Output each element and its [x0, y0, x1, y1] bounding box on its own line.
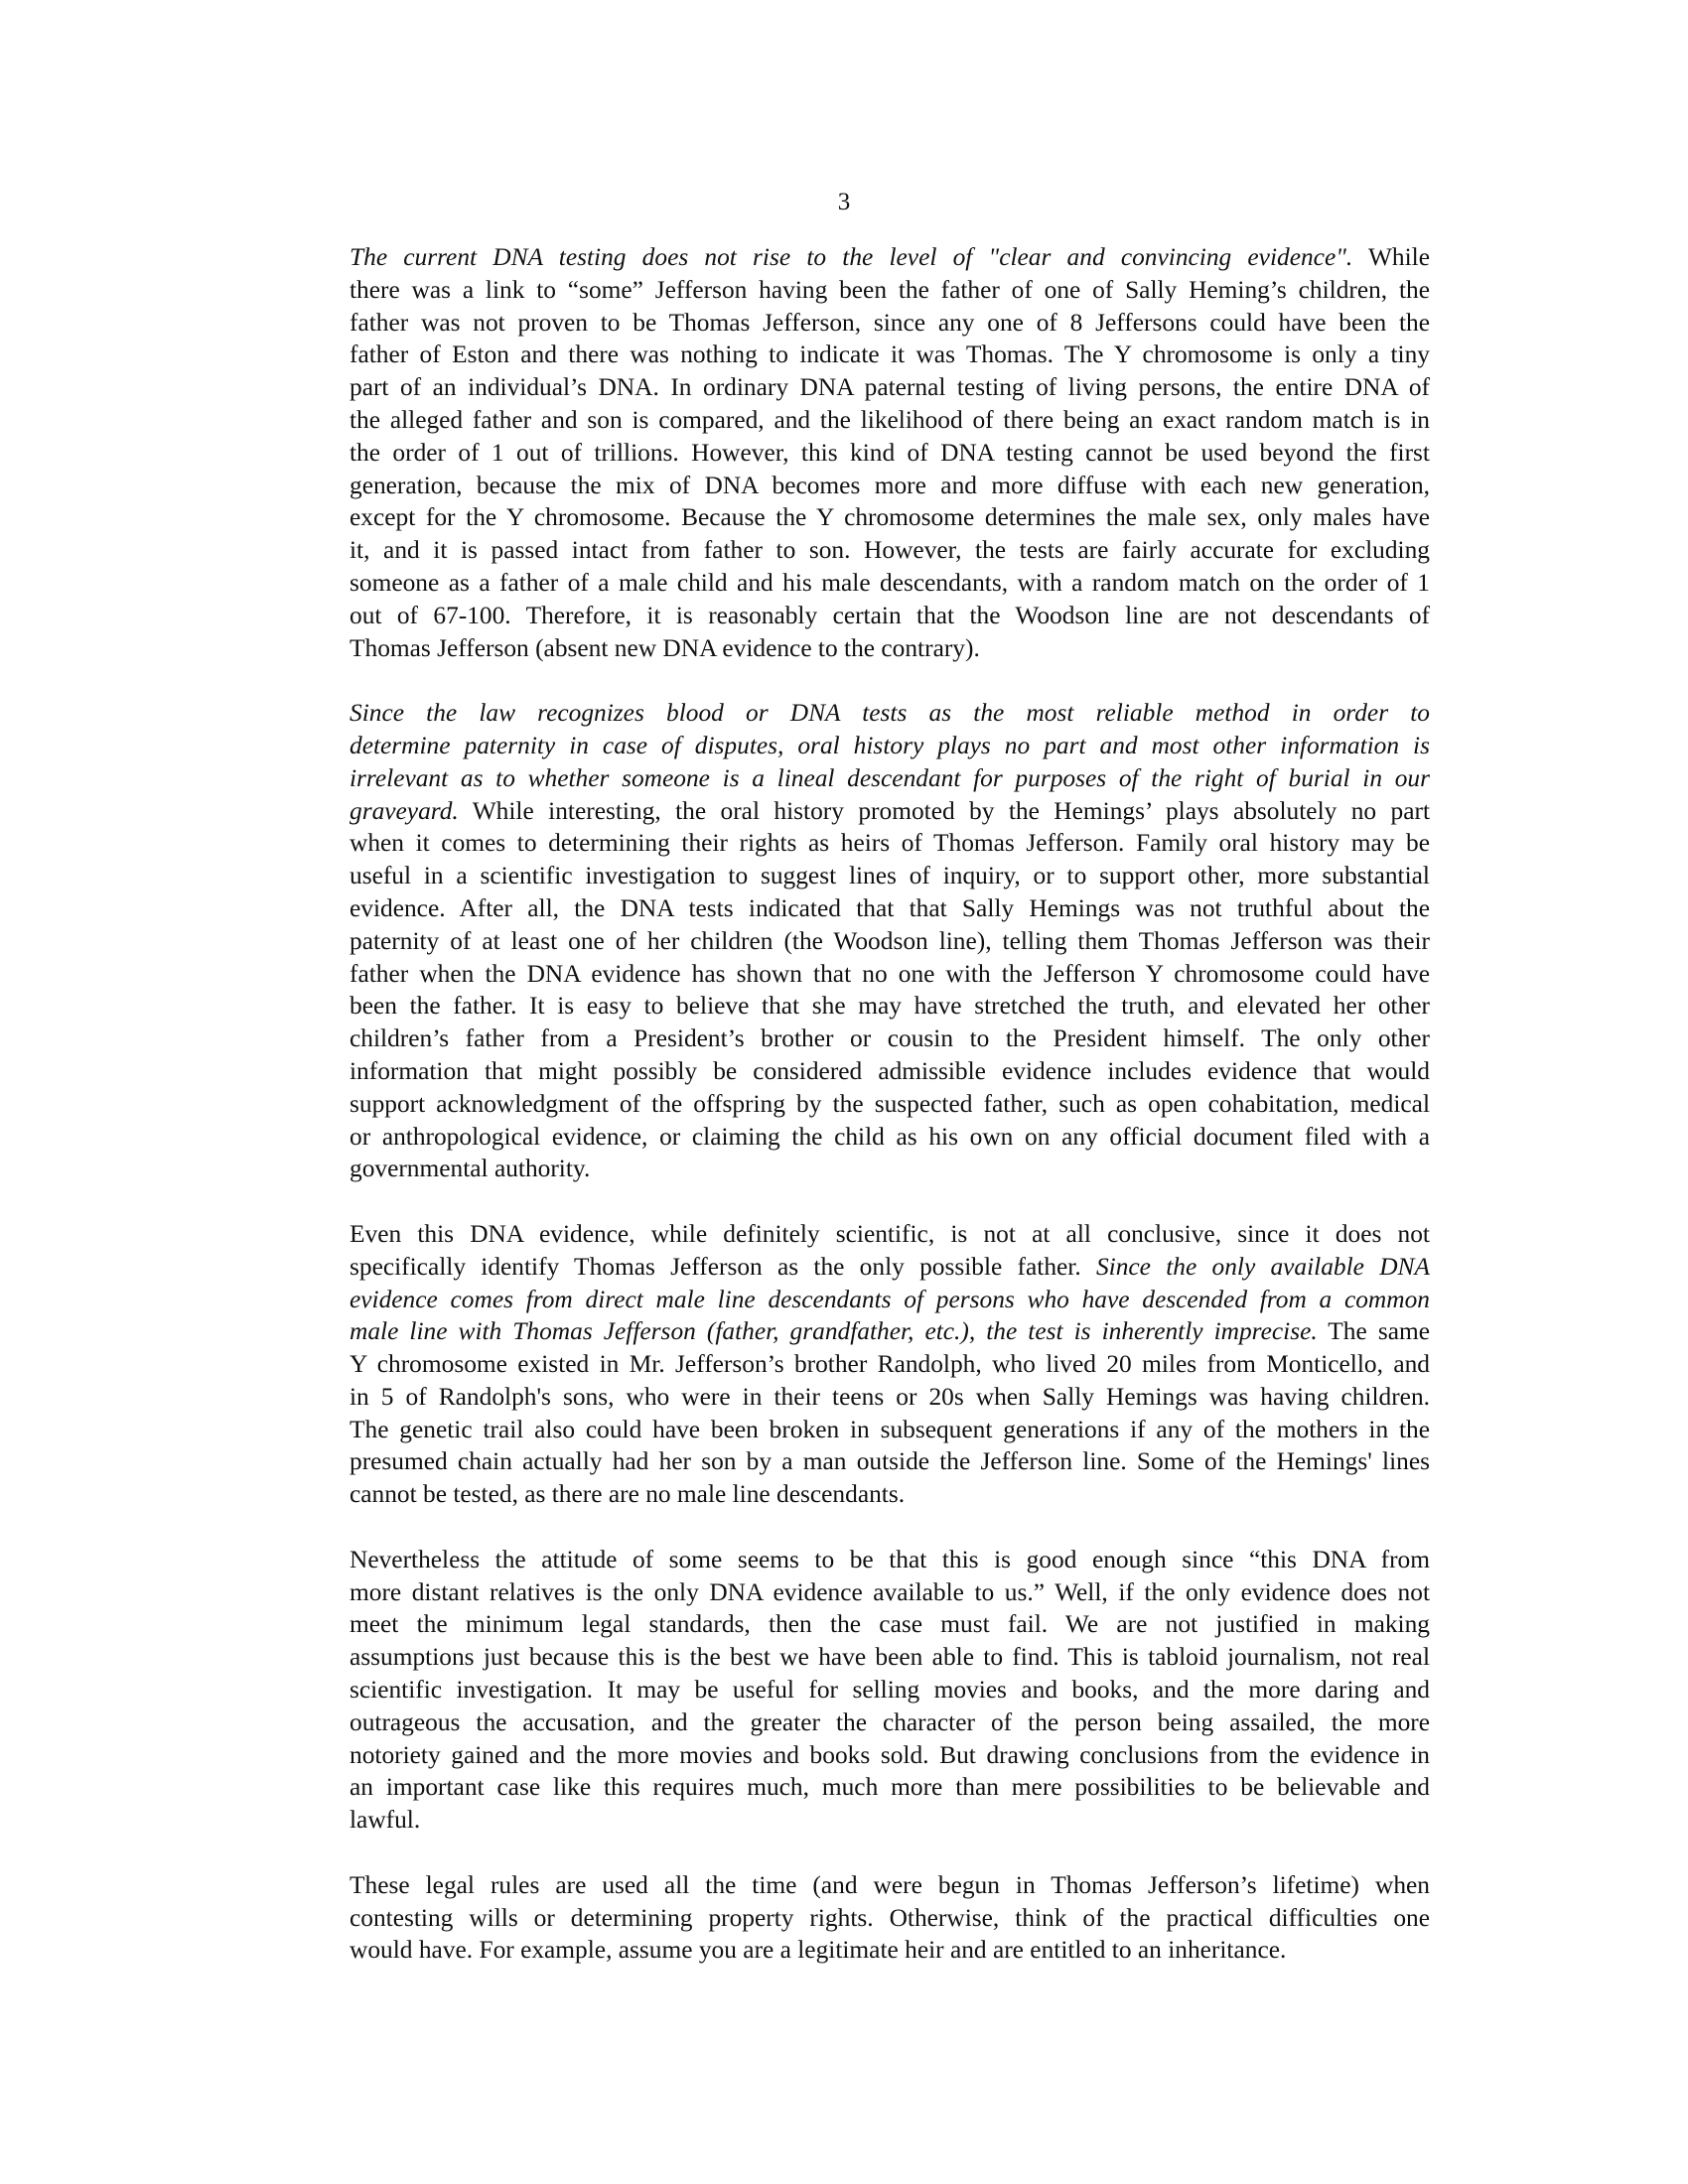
text-line — [256, 1576, 1430, 1609]
text: lawful. — [350, 1806, 421, 1835]
text-line — [256, 1414, 1430, 1446]
text-line — [256, 600, 1430, 632]
text: While — [1352, 243, 1430, 271]
text: governmental authority. — [350, 1155, 591, 1183]
italic-text: Since the law recognizes blood or DNA tests as the most reliable method in order to — [350, 699, 1430, 728]
text-line — [256, 567, 1430, 600]
paragraph — [256, 697, 1430, 1185]
paragraph — [256, 1218, 1430, 1511]
text-line — [256, 1902, 1430, 1935]
text-line — [256, 1739, 1430, 1772]
text-line — [256, 371, 1430, 404]
italic-text: The current DNA testing does not rise to the level of "clear and convincing evidence". — [350, 243, 1353, 271]
text: the order of 1 out of trillions. However, this kind of DNA testing cannot be used beyond the first — [350, 438, 1430, 467]
text-line — [256, 1121, 1430, 1154]
text: more distant relatives is the only DNA evidence available to us.” Well, if the only evidence does not — [350, 1577, 1430, 1606]
text-line — [256, 1869, 1430, 1902]
text: Thomas Jefferson (absent new DNA evidence to the contrary). — [350, 633, 980, 662]
text: father was not proven to be Thomas Jefferson, since any one of 8 Jeffersons could have been the — [350, 308, 1430, 337]
italic-text: irrelevant as to whether someone is a lineal descendant for purposes of the right of burial in our — [350, 763, 1430, 792]
text-line — [256, 1771, 1430, 1804]
text: father when the DNA evidence has shown that no one with the Jefferson Y chromosome could have — [350, 959, 1430, 988]
text-line — [256, 958, 1430, 991]
text-line — [256, 1218, 1430, 1251]
text-line — [256, 437, 1430, 470]
text: These legal rules are used all the time (and were begun in Thomas Jefferson’s lifetime) when — [350, 1870, 1430, 1899]
text-line — [256, 1445, 1430, 1478]
text: it, and it is passed intact from father to son. However, the tests are fairly accurate for excluding — [350, 536, 1430, 565]
text: out of 67-100. Therefore, it is reasonably certain that the Woodson line are not descendants of — [350, 601, 1430, 629]
text: father of Eston and there was nothing to indicate it was Thomas. The Y chromosome is only a tiny — [350, 341, 1430, 369]
text: someone as a father of a male child and his male descendants, with a random match on the order of 1 — [350, 568, 1430, 597]
text: except for the Y chromosome. Because the Y chromosome determines the male sex, only males have — [350, 503, 1430, 532]
text-line — [256, 274, 1430, 307]
text: While interesting, the oral history promoted by the Hemings’ plays absolutely no part — [458, 796, 1430, 825]
text: been the father. It is easy to believe that she may have stretched the truth, and elevated her other — [350, 992, 1430, 1021]
text-line — [256, 697, 1430, 730]
text-line — [256, 762, 1430, 795]
text-line — [256, 1348, 1430, 1381]
text: when it comes to determining their rights as heirs of Thomas Jefferson. Family oral history may be — [350, 829, 1430, 858]
text-line — [256, 307, 1430, 340]
text: notoriety gained and the more movies and books sold. But drawing conclusions from the evidence in — [350, 1740, 1430, 1769]
paragraph — [256, 1544, 1430, 1837]
page-number: 3 — [837, 189, 851, 215]
text-line — [256, 501, 1430, 534]
text-line — [256, 1478, 1430, 1511]
text: scientific investigation. It may be useful for selling movies and books, and the more daring and — [350, 1676, 1430, 1705]
text: there was a link to “some” Jefferson having been the father of one of Sally Heming’s children, the — [350, 275, 1430, 304]
text-line — [256, 1088, 1430, 1121]
text: paternity of at least one of her children (the Woodson line), telling them Thomas Jefferson was their — [350, 926, 1430, 955]
document-body — [256, 241, 1430, 1967]
italic-text: evidence comes from direct male line descendants of persons who have descended from a common — [350, 1285, 1430, 1313]
text-line — [256, 1153, 1430, 1185]
text-line — [256, 1608, 1430, 1641]
italic-text: male line with Thomas Jefferson (father, grandfather, etc.), the test is inherently imprecise. — [350, 1317, 1318, 1346]
text: meet the minimum legal standards, then the case must fail. We are not justified in making — [350, 1610, 1430, 1639]
text-line — [256, 1023, 1430, 1055]
text-line — [256, 1284, 1430, 1316]
text-line — [256, 827, 1430, 860]
paragraph — [256, 1869, 1430, 1967]
text-line — [256, 1641, 1430, 1674]
text: information that might possibly be considered admissible evidence includes evidence that would — [350, 1056, 1430, 1085]
text: evidence. After all, the DNA tests indicated that that Sally Hemings was not truthful about the — [350, 893, 1430, 922]
paragraph — [256, 241, 1430, 664]
text: outrageous the accusation, and the greater the character of the person being assailed, the more — [350, 1707, 1430, 1736]
text-line — [256, 470, 1430, 502]
text-line — [256, 990, 1430, 1023]
text: generation, because the mix of DNA becomes more and more diffuse with each new generation, — [350, 471, 1430, 499]
text-line — [256, 860, 1430, 892]
text-line — [256, 534, 1430, 567]
text: part of an individual’s DNA. In ordinary DNA paternal testing of living persons, the entire DNA of — [350, 373, 1430, 402]
italic-text: graveyard. — [350, 796, 459, 825]
text-line — [256, 1706, 1430, 1739]
text-line — [256, 1251, 1430, 1284]
text-line — [256, 795, 1430, 828]
text-line — [256, 404, 1430, 437]
text-line — [256, 632, 1430, 665]
text: the alleged father and son is compared, and the likelihood of there being an exact random match is in — [350, 405, 1430, 434]
text: would have. For example, assume you are a legitimate heir and are entitled to an inheritance. — [350, 1936, 1287, 1965]
text-line — [256, 339, 1430, 371]
text: or anthropological evidence, or claiming the child as his own on any official document filed with a — [350, 1122, 1430, 1151]
text: in 5 of Randolph's sons, who were in their teens or 20s when Sally Hemings was having children. — [350, 1382, 1430, 1411]
text: Even this DNA evidence, while definitely scientific, is not at all conclusive, since it does not — [350, 1219, 1430, 1248]
text-line — [256, 730, 1430, 762]
text: useful in a scientific investigation to suggest lines of inquiry, or to support other, more substantial — [350, 862, 1430, 890]
text-line — [256, 892, 1430, 925]
text-line — [256, 1804, 1430, 1837]
text: Nevertheless the attitude of some seems to be that this is good enough since “this DNA from — [350, 1545, 1430, 1573]
text: presumed chain actually had her son by a man outside the Jefferson line. Some of the Hemings' lines — [350, 1447, 1430, 1476]
text-line — [256, 1934, 1430, 1967]
text: The genetic trail also could have been broken in subsequent generations if any of the mothers in the — [350, 1415, 1430, 1443]
text: contesting wills or determining property rights. Otherwise, think of the practical difficulties one — [350, 1903, 1430, 1932]
text: children’s father from a President’s brother or cousin to the President himself. The only other — [350, 1024, 1430, 1053]
text: The same — [1317, 1317, 1430, 1346]
text: Y chromosome existed in Mr. Jefferson’s brother Randolph, who lived 20 miles from Monticello, and — [350, 1350, 1430, 1379]
italic-text: Since the only available DNA — [1095, 1252, 1430, 1281]
text: specifically identify Thomas Jefferson as the only possible father. — [350, 1252, 1096, 1281]
text-line — [256, 925, 1430, 958]
text-line — [256, 241, 1430, 274]
text-line — [256, 1381, 1430, 1414]
text: assumptions just because this is the best we have been able to find. This is tabloid journalism, not real — [350, 1643, 1430, 1672]
text: cannot be tested, as there are no male line descendants. — [350, 1480, 906, 1509]
text: an important case like this requires much, much more than mere possibilities to be believable and — [350, 1773, 1430, 1802]
text-line — [256, 1544, 1430, 1576]
italic-text: determine paternity in case of disputes, oral history plays no part and most other information is — [350, 731, 1430, 759]
text-line — [256, 1055, 1430, 1088]
text-line — [256, 1315, 1430, 1348]
text-line — [256, 1674, 1430, 1706]
text: support acknowledgment of the offspring by the suspected father, such as open cohabitation, medical — [350, 1089, 1430, 1118]
